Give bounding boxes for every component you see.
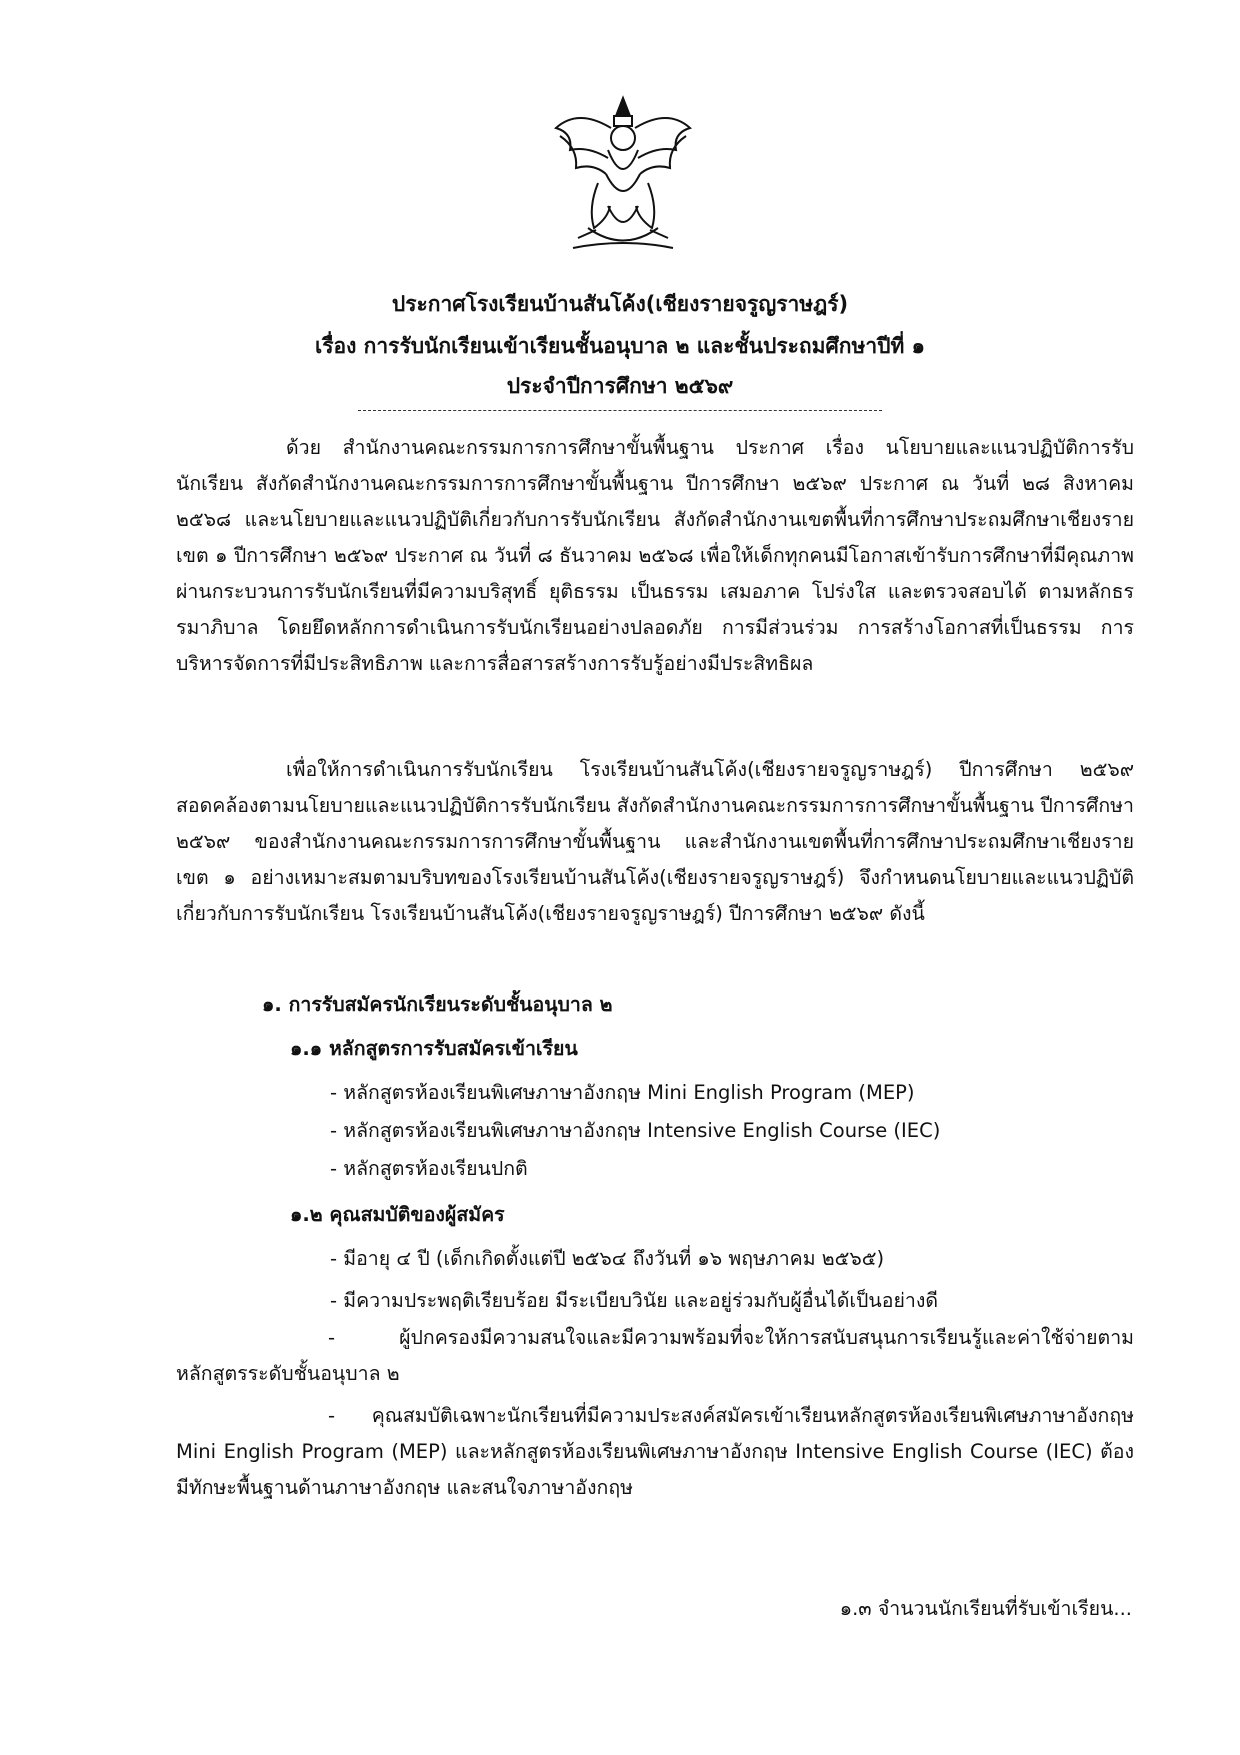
body-paragraph-2: เพื่อให้การดำเนินการรับนักเรียน โรงเรียนบ้านสันโค้ง(เชียงรายจรูญราษฎร์) ปีการศึกษา ๒๕๖๙ สอดคล้องตามนโยบายและแนวปฏิบัติการรับนักเรียน สังกัดสำนักงานคณะกรรมการการศึกษาขั้นพื้นฐาน ปีการศึกษา ๒๕๖๙ ของสำนักงานคณะกรรมการการศึกษาขั้นพื้นฐาน และสำนักงานเขตพื้นที่การศึกษาประถมศึกษาเชียงราย เขต ๑ อย่างเหมาะสมตามบริบทของโรงเรียนบ้านสันโค้ง(เชียงรายจรูญราษฎร์) จึงกำหนดนโยบายและแนวปฏิบัติเกี่ยวกับการรับนักเรียน โรงเรียนบ้านสันโค้ง(เชียงรายจรูญราษฎร์) ปีการศึกษา ๒๕๖๙ ดังนี้ <box>176 758 1134 925</box>
list-item: - หลักสูตรห้องเรียนพิเศษภาษาอังกฤษ Intensive English Course (IEC) <box>330 1119 941 1142</box>
list-item: - ผู้ปกครองมีความสนใจและมีความพร้อมที่จะให้การสนับสนุนการเรียนรู้และค่าใช้จ่ายตามหลักสูตรระดับชั้นอนุบาล ๒ <box>176 1326 1134 1385</box>
document-title-line1: ประกาศโรงเรียนบ้านสันโค้ง(เชียงรายจรูญราษฎร์) <box>391 292 849 316</box>
section-1-heading: ๑. การรับสมัครนักเรียนระดับชั้นอนุบาล ๒ <box>262 993 613 1016</box>
section-1-2-heading: ๑.๒ คุณสมบัติของผู้สมัคร <box>290 1203 505 1226</box>
section-1-1-heading: ๑.๑ หลักสูตรการรับสมัครเข้าเรียน <box>290 1037 578 1060</box>
body-paragraph-1: ด้วย สำนักงานคณะกรรมการการศึกษาขั้นพื้นฐาน ประกาศ เรื่อง นโยบายและแนวปฏิบัติการรับนักเรียน สังกัดสำนักงานคณะกรรมการการศึกษาขั้นพื้นฐาน ปีการศึกษา ๒๕๖๙ ประกาศ ณ วันที่ ๒๘ สิงหาคม ๒๕๖๘ และนโยบายและแนวปฏิบัติเกี่ยวกับการรับนักเรียน สังกัดสำนักงานเขตพื้นที่การศึกษาประถมศึกษาเชียงราย เขต ๑ ปีการศึกษา ๒๕๖๙ ประกาศ ณ วันที่ ๘ ธันวาคม ๒๕๖๘ เพื่อให้เด็กทุกคนมีโอกาสเข้ารับการศึกษาที่มีคุณภาพ ผ่านกระบวนการรับนักเรียนที่มีความบริสุทธิ์ ยุติธรรม เป็นธรรม เสมอภาค โปร่งใส และตรวจสอบได้ ตามหลักธรรมาภิบาล โดยยึดหลักการดำเนินการรับนักเรียนอย่างปลอดภัย การมีส่วนร่วม การสร้างโอกาสที่เป็นธรรม การบริหารจัดการที่มีประสิทธิภาพ และการสื่อสารสร้างการรับรู้อย่างมีประสิทธิผล <box>176 436 1134 675</box>
title-divider <box>358 410 882 411</box>
list-item: - คุณสมบัติเฉพาะนักเรียนที่มีความประสงค์สมัครเข้าเรียนหลักสูตรห้องเรียนพิเศษภาษาอังกฤษ Mini English Program (MEP) และหลักสูตรห้องเรียนพิเศษภาษาอังกฤษ Intensive English Course (IEC) ต้องมีทักษะพื้นฐานด้านภาษาอังกฤษ และสนใจภาษาอังกฤษ <box>176 1404 1134 1499</box>
continuation-text: ๑.๓ จำนวนนักเรียนที่รับเข้าเรียน... <box>839 1597 1132 1620</box>
list-item: - มีอายุ ๔ ปี (เด็กเกิดตั้งแต่ปี ๒๕๖๔ ถึงวันที่ ๑๖ พฤษภาคม ๒๕๖๕) <box>330 1247 885 1270</box>
list-item: - หลักสูตรห้องเรียนปกติ <box>330 1157 528 1180</box>
list-item: - หลักสูตรห้องเรียนพิเศษภาษาอังกฤษ Mini English Program (MEP) <box>330 1081 915 1104</box>
document-title-line3: ประจำปีการศึกษา ๒๕๖๙ <box>506 374 734 398</box>
list-item: - มีความประพฤติเรียบร้อย มีระเบียบวินัย และอยู่ร่วมกับผู้อื่นได้เป็นอย่างดี <box>330 1289 939 1312</box>
garuda-emblem-icon <box>548 88 698 258</box>
document-title-line2: เรื่อง การรับนักเรียนเข้าเรียนชั้นอนุบาล ๒ และชั้นประถมศึกษาปีที่ ๑ <box>315 334 925 358</box>
